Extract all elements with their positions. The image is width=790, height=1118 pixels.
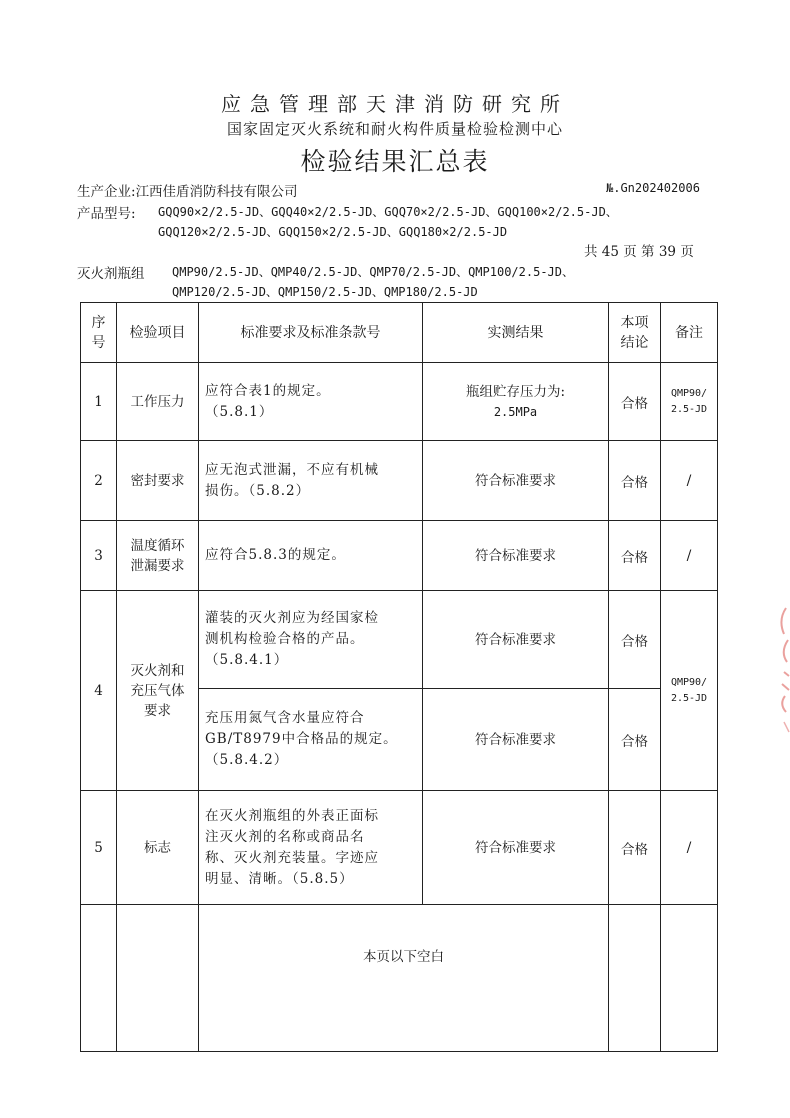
institute-name: 应急管理部天津消防研究所 <box>221 92 569 116</box>
manufacturer-value: 江西佳盾消防科技有限公司 <box>135 184 298 200</box>
row-requirement: 应无泡式泄漏，不应有机械 损伤。（5.8.2） <box>199 441 423 521</box>
header-result: 实测结果 <box>423 303 609 363</box>
row-conclusion: 合格 <box>609 791 661 905</box>
row-result: 符合标准要求 <box>423 689 609 791</box>
models-line-2: GQQ120×2/2.5-JD、GQQ150×2/2.5-JD、GQQ180×2/2.5-JD <box>158 225 508 239</box>
seal-stamp-edge <box>772 600 790 740</box>
table-row <box>81 591 718 689</box>
table-header-row <box>81 303 718 363</box>
page-info: 共 45 页 第 39 页 <box>584 244 694 260</box>
row-result: 符合标准要求 <box>423 441 609 521</box>
row-remark: / <box>661 441 718 521</box>
table-row <box>81 363 718 441</box>
row-conclusion: 合格 <box>609 591 661 689</box>
row-item: 密封要求 <box>117 441 199 521</box>
row-result: 符合标准要求 <box>423 521 609 591</box>
bottles-line-1: QMP90/2.5-JD、QMP40/2.5-JD、QMP70/2.5-JD、QMP100/2.5-JD、 <box>172 265 575 279</box>
row-requirement: 应符合表1的规定。 （5.8.1） <box>199 363 423 441</box>
manufacturer-line <box>77 180 298 200</box>
models-line-1: GQQ90×2/2.5-JD、GQQ40×2/2.5-JD、GQQ70×2/2.5-JD、GQQ100×2/2.5-JD、 <box>158 205 618 219</box>
header-no: 序 号 <box>81 303 117 363</box>
row-requirement: 灌装的灭火剂应为经国家检 测机构检验合格的产品。 （5.8.4.1） <box>199 591 423 689</box>
row-result: 符合标准要求 <box>423 791 609 905</box>
row-number: 2 <box>81 441 117 521</box>
header-remark: 备注 <box>661 303 718 363</box>
row-remark: / <box>661 791 718 905</box>
table-row <box>81 441 718 521</box>
row-result: 符合标准要求 <box>423 591 609 689</box>
row-result: 瓶组贮存压力为: 2.5MPa <box>423 363 609 441</box>
header-conclusion: 本项 结论 <box>609 303 661 363</box>
table-row <box>81 791 718 905</box>
document-title: 检验结果汇总表 <box>300 147 490 176</box>
row-item: 温度循环 泄漏要求 <box>117 521 199 591</box>
blank-cell <box>81 905 117 1052</box>
row-item: 灭火剂和 充压气体 要求 <box>117 591 199 791</box>
results-table <box>80 302 718 1052</box>
row-remark: QMP90/ 2.5-JD <box>661 591 718 791</box>
bottles-line-2: QMP120/2.5-JD、QMP150/2.5-JD、QMP180/2.5-JD <box>172 285 478 299</box>
header-item: 检验项目 <box>117 303 199 363</box>
row-conclusion: 合格 <box>609 689 661 791</box>
row-requirement: 在灭火剂瓶组的外表正面标 注灭火剂的名称或商品名 称、灭火剂充装量。字迹应 明显、清晰。（5.8.5） <box>199 791 423 905</box>
row-number: 4 <box>81 591 117 791</box>
row-number: 1 <box>81 363 117 441</box>
table-row <box>81 521 718 591</box>
center-name: 国家固定灭火系统和耐火构件质量检验检测中心 <box>226 120 563 138</box>
table-row-blank <box>81 905 718 1052</box>
row-conclusion: 合格 <box>609 441 661 521</box>
model-label: 产品型号: <box>77 206 136 222</box>
manufacturer-label: 生产企业: <box>77 184 136 200</box>
header-requirement: 标准要求及标准条款号 <box>199 303 423 363</box>
row-item: 标志 <box>117 791 199 905</box>
blank-cell <box>609 905 661 1052</box>
row-conclusion: 合格 <box>609 363 661 441</box>
row-item: 工作压力 <box>117 363 199 441</box>
blank-cell <box>661 905 718 1052</box>
row-number: 3 <box>81 521 117 591</box>
blank-cell <box>117 905 199 1052</box>
blank-note: 本页以下空白 <box>199 905 609 1052</box>
row-requirement: 应符合5.8.3的规定。 <box>199 521 423 591</box>
row-remark: / <box>661 521 718 591</box>
row-number: 5 <box>81 791 117 905</box>
row-requirement: 充压用氮气含水量应符合 GB/T8979中合格品的规定。 （5.8.4.2） <box>199 689 423 791</box>
report-number: №.Gn202402006 <box>606 181 700 195</box>
bottle-label: 灭火剂瓶组 <box>77 266 145 282</box>
row-conclusion: 合格 <box>609 521 661 591</box>
row-remark: QMP90/ 2.5-JD <box>661 363 718 441</box>
